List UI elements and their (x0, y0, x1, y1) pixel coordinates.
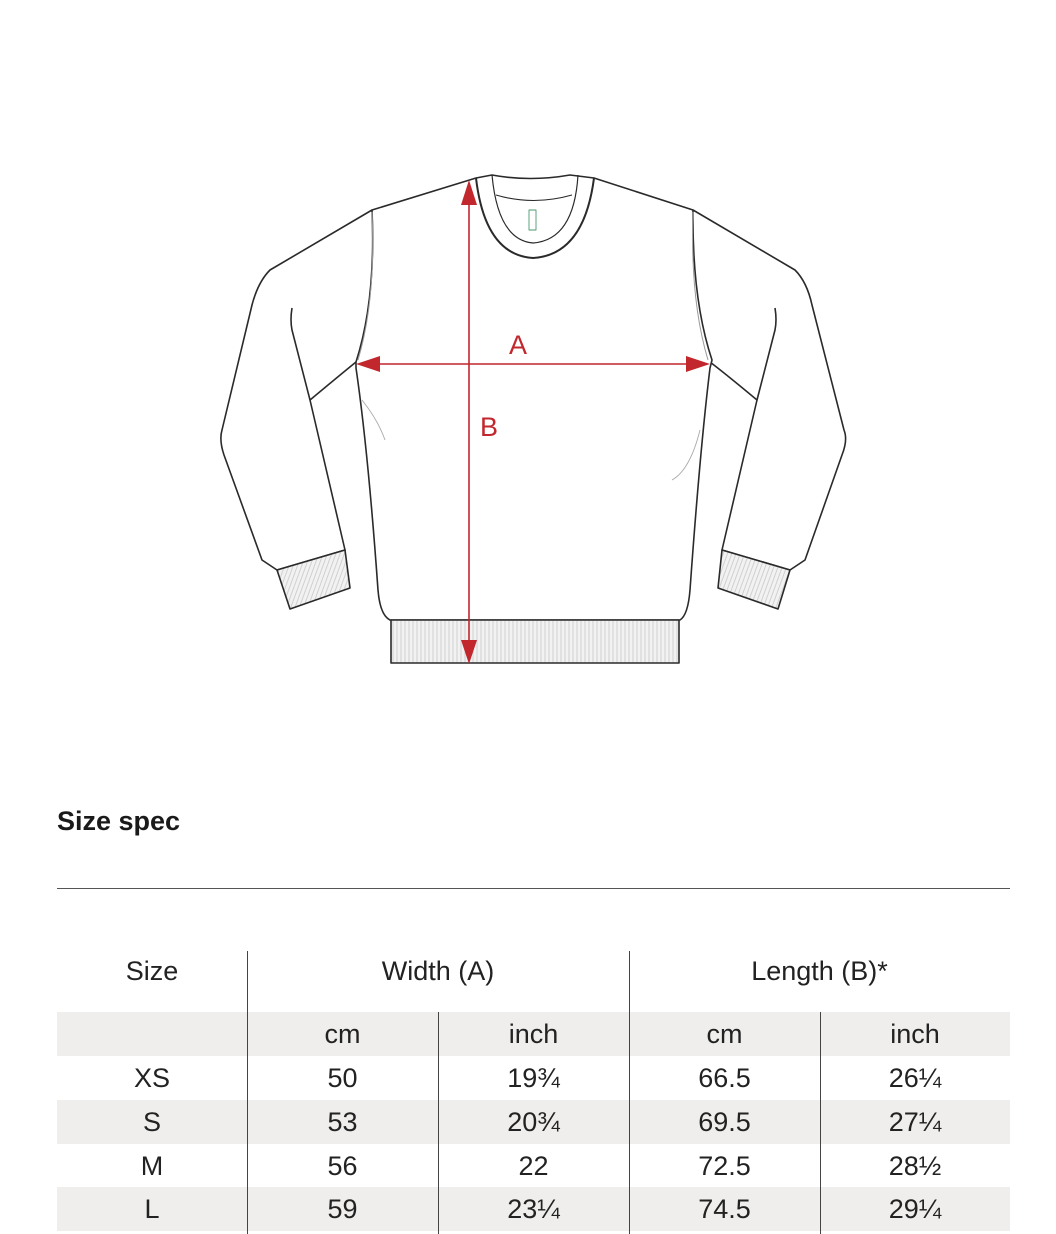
unit-width-inch: inch (508, 1019, 559, 1049)
table-row (57, 1100, 1010, 1144)
unit-length-inch: inch (890, 1019, 940, 1049)
body (356, 175, 712, 620)
size-cell: M (140, 1151, 164, 1181)
width-cm-cell: 50 (327, 1063, 358, 1093)
length-inch-cell: 26¼ (888, 1063, 942, 1093)
divider (57, 888, 1010, 889)
left-sleeve (221, 210, 372, 570)
length-cm-cell: 74.5 (698, 1194, 751, 1224)
length-inch-cell: 28½ (888, 1151, 942, 1181)
width-inch-cell: 20¾ (507, 1107, 560, 1137)
size-cell: XS (133, 1063, 171, 1093)
width-inch-cell: 23¼ (507, 1194, 560, 1224)
units-row (57, 1012, 1010, 1056)
length-inch-cell: 29¼ (888, 1194, 942, 1224)
column-divider (247, 951, 248, 1234)
table-row (57, 1056, 1010, 1100)
width-cm-cell: 56 (327, 1151, 358, 1181)
width-inch-cell: 22 (518, 1151, 549, 1181)
length-cm-cell: 72.5 (698, 1151, 751, 1181)
header-length-group: Length (B)* (751, 956, 888, 986)
neck-label (529, 210, 536, 230)
column-divider (438, 1012, 439, 1234)
measure-a-label: A (508, 330, 528, 360)
table-row (57, 1144, 1010, 1188)
width-cm-cell: 59 (327, 1194, 358, 1224)
hem-rib (391, 620, 679, 663)
unit-width-cm: cm (324, 1019, 361, 1049)
header-size: Size (125, 956, 179, 986)
size-cell: S (142, 1107, 161, 1137)
width-inch-cell: 19¾ (507, 1063, 560, 1093)
size-cell: L (144, 1194, 160, 1224)
unit-length-cm: cm (706, 1019, 743, 1049)
unit-size (57, 1012, 247, 1056)
width-cm-cell: 53 (327, 1107, 358, 1137)
section-title: Size spec (57, 806, 181, 836)
column-divider (629, 951, 630, 1234)
length-inch-cell: 27¼ (888, 1107, 942, 1137)
header-width-group: Width (A) (381, 956, 495, 986)
right-sleeve (693, 210, 846, 570)
column-divider (820, 1012, 821, 1234)
table-row (57, 1187, 1010, 1231)
measure-b-label: B (479, 412, 499, 442)
length-cm-cell: 69.5 (698, 1107, 751, 1137)
length-cm-cell: 66.5 (698, 1063, 751, 1093)
